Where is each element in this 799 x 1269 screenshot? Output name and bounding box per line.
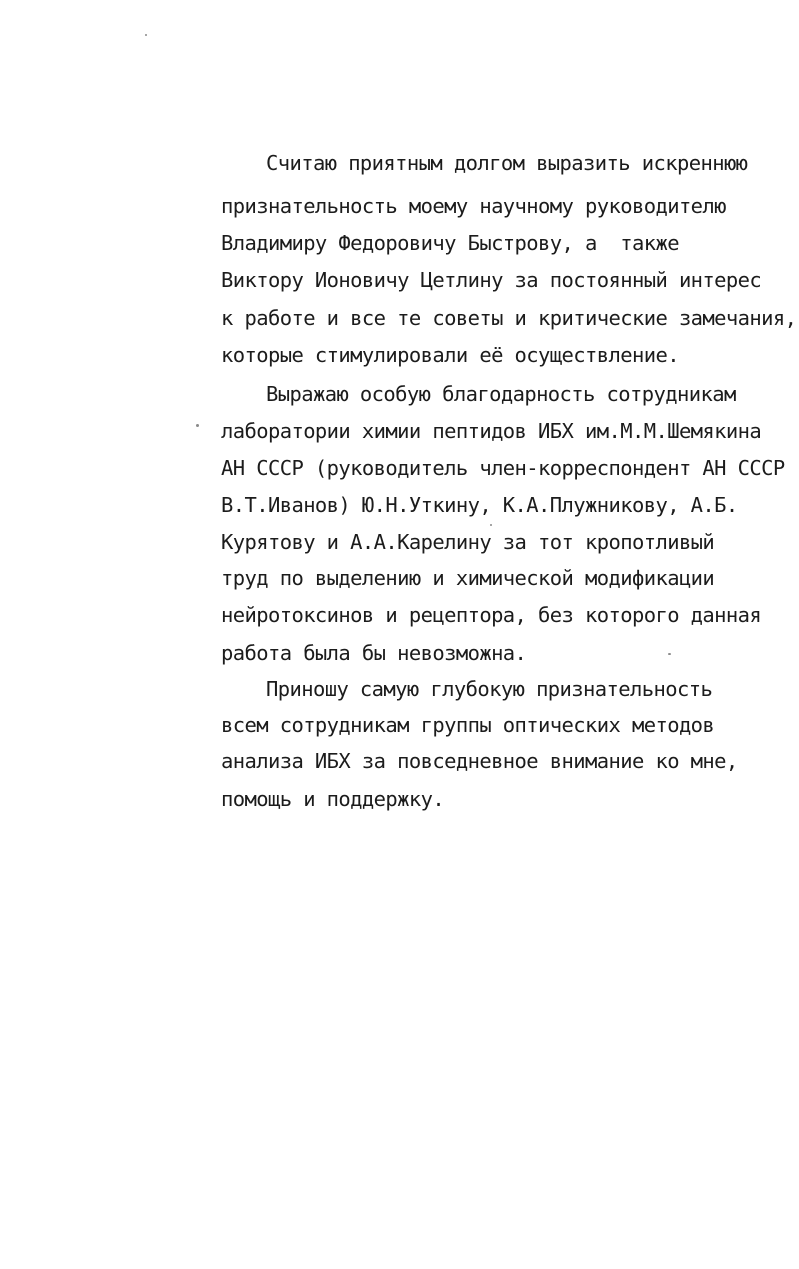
paragraph-2-line-3: АН СССР (руководитель член-корреспондент АН СССР bbox=[221, 456, 785, 480]
paragraph-2-line-7: нейротоксинов и рецептора, без которого данная bbox=[221, 603, 762, 627]
paragraph-1-line-2: признательность моему научному руководителю bbox=[221, 194, 726, 218]
paragraph-3-line-1: Приношу самую глубокую признательность bbox=[266, 677, 713, 701]
scan-speck bbox=[145, 34, 147, 36]
paragraph-2-line-1: Выражаю особую благодарность сотрудникам bbox=[266, 382, 736, 406]
scan-speck bbox=[668, 653, 671, 655]
paragraph-2-line-5: Курятову и А.А.Карелину за тот кропотливый bbox=[221, 530, 715, 554]
paragraph-3-line-3: анализа ИБХ за повседневное внимание ко мне, bbox=[221, 749, 738, 773]
paragraph-1-line-1: Считаю приятным долгом выразить искреннюю bbox=[266, 151, 748, 175]
paragraph-2-line-2: лаборатории химии пептидов ИБХ им.М.М.Шемякина bbox=[221, 419, 762, 443]
paragraph-3-line-2: всем сотрудникам группы оптических методов bbox=[221, 713, 715, 737]
paragraph-1-line-5: к работе и все те советы и критические замечания, bbox=[221, 306, 797, 330]
paragraph-1-line-4: Виктору Ионовичу Цетлину за постоянный интерес bbox=[221, 268, 762, 292]
paragraph-3-line-4: помощь и поддержку. bbox=[221, 787, 445, 811]
paragraph-2-line-4: В.Т.Иванов) Ю.Н.Уткину, К.А.Плужникову, А.Б. bbox=[221, 493, 738, 517]
paragraph-2-line-6: труд по выделению и химической модификации bbox=[221, 566, 715, 590]
paragraph-2-line-8: работа была бы невозможна. bbox=[221, 641, 527, 665]
scan-speck bbox=[490, 524, 492, 526]
paragraph-1-line-6: которые стимулировали её осуществление. bbox=[221, 343, 679, 367]
scan-speck bbox=[196, 424, 199, 427]
paragraph-1-line-3: Владимиру Федоровичу Быстрову, а также bbox=[221, 231, 679, 255]
